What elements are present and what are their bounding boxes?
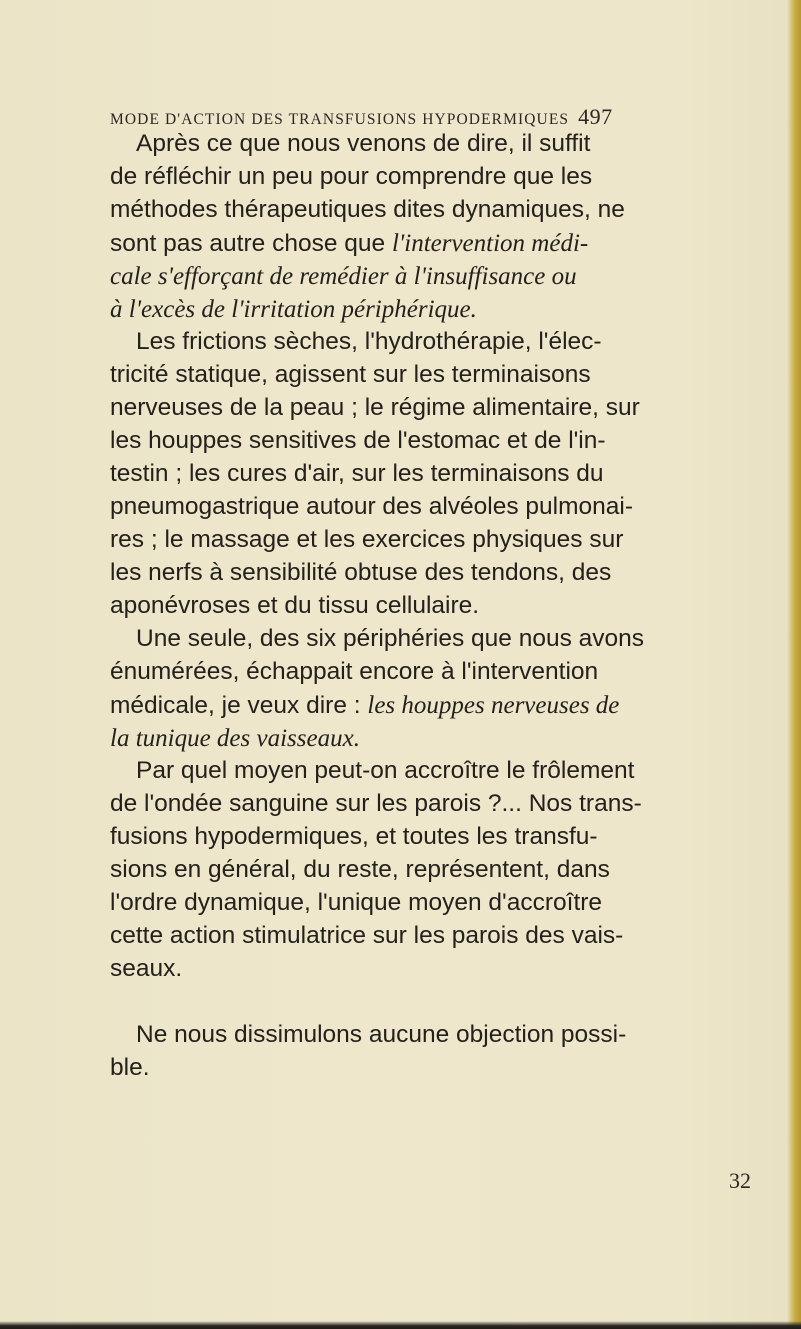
text-run: de réfléchir un peu pour comprendre que les [110,163,593,190]
text-run: aponévroses et du tissu cellulaire. [110,592,480,619]
text-line [110,231,588,257]
text-line [136,132,590,157]
text-run: sions en général, du reste, représentent, dans [110,856,610,883]
text-line [136,627,644,652]
text-run: énumérées, échappait encore à l'intervention [110,658,599,685]
text-line [110,594,479,619]
text-run: ble. [110,1054,150,1081]
text-run: Par quel moyen peut-on accroître le frôlement [136,757,635,784]
text-line [110,726,360,752]
text-run: Une seule, des six périphéries que nous avons [136,625,645,652]
text-run: res ; le massage et les exercices physiques sur [110,526,624,553]
text-run: les nerfs à sensibilité obtuse des tendons, des [110,559,612,586]
text-run: nerveuses de la peau ; le régime alimentaire, sur [110,394,640,421]
italic-run: l'intervention médi- [391,230,589,257]
text-line [110,528,623,553]
text-line [110,363,591,388]
italic-run: les houppes nerveuses de [367,692,620,719]
text-line [110,1056,150,1081]
text-run: Ne nous dissimulons aucune objection possi- [136,1021,627,1048]
text-line [110,264,577,290]
text-line [110,693,619,719]
text-line [110,297,477,323]
page-bottom-edge [0,1321,801,1329]
text-line [110,825,598,850]
text-run: tricité statique, agissent sur les terminaisons [110,361,591,388]
text-line [110,198,625,223]
signature-mark: 32 [729,1168,751,1193]
text-line [110,429,606,454]
text-run: sont pas autre chose que [110,230,392,257]
text-run: pneumogastrique autour des alvéoles pulmonai- [110,493,633,520]
text-line [110,462,604,487]
text-line [110,924,623,949]
running-title: MODE D'ACTION DES TRANSFUSIONS HYPODERMIQUES [110,111,570,128]
italic-run: la tunique des vaisseaux. [110,725,360,752]
text-line [136,330,602,355]
text-line [110,660,598,685]
text-line [110,957,182,982]
text-run: les houppes sensitives de l'estomac et de l'in- [110,427,606,454]
text-run: seaux. [110,955,183,982]
text-run: fusions hypodermiques, et toutes les transfu- [110,823,598,850]
text-run: l'ordre dynamique, l'unique moyen d'accroître [110,889,603,916]
running-header [110,104,730,130]
text-run: méthodes thérapeutiques dites dynamiques, ne [110,196,625,223]
page-edge [787,0,801,1329]
text-run: testin ; les cures d'air, sur les terminaisons du [110,460,604,487]
text-run: Après ce que nous venons de dire, il suffit [136,130,591,157]
text-line [110,891,602,916]
text-line [136,1023,626,1048]
text-line [110,165,592,190]
text-run: médicale, je veux dire : [110,692,368,719]
text-line [110,561,611,586]
italic-run: à l'excès de l'irritation périphérique. [110,296,477,323]
text-line [110,396,640,421]
text-line [110,858,610,883]
text-run: cette action stimulatrice sur les parois des vais- [110,922,624,949]
italic-run: cale s'efforçant de remédier à l'insuffisance ou [110,263,577,290]
page-number: 497 [578,104,613,129]
text-line [110,792,642,817]
text-line [110,495,633,520]
text-run: Les frictions sèches, l'hydrothérapie, l'élec- [136,328,602,355]
text-run: de l'ondée sanguine sur les parois ?... Nos trans- [110,790,642,817]
text-line [136,759,634,784]
